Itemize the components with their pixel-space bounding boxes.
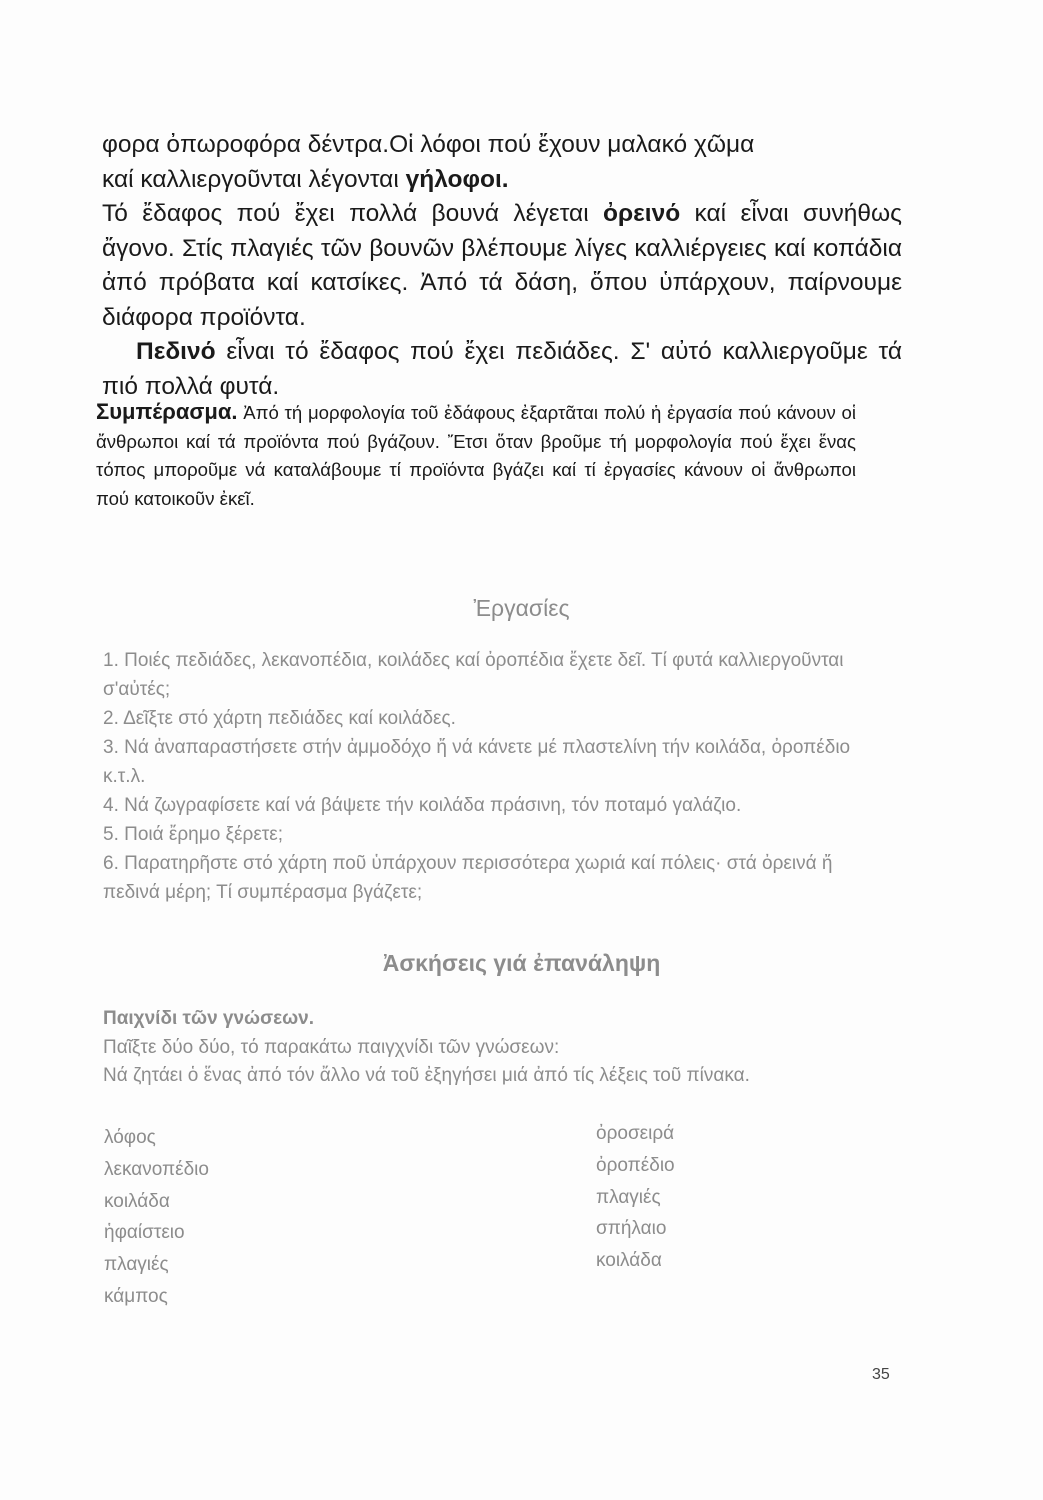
knowledge-game <box>103 1005 863 1091</box>
word-item: κοιλάδα <box>596 1250 662 1272</box>
p1-line1: φορα ὀπωροφόρα δέντρα.Οἱ λόφοι πού ἔχουν μαλακό χῶμα <box>102 131 755 158</box>
task-item: 3. Νά ἀναπαραστήσετε στήν ἀμμοδόχο ἤ νά κάνετε μέ πλαστελίνη τήν κοιλάδα, ὀροπέδιο κ.τ.λ. <box>103 737 851 787</box>
main-text <box>102 128 902 404</box>
word-item: πλαγιές <box>104 1254 169 1276</box>
words-left-column <box>104 1122 209 1313</box>
word-item: λεκανοπέδιο <box>104 1158 209 1180</box>
word-item: κάμπος <box>104 1285 168 1307</box>
conclusion <box>96 398 856 513</box>
words-right-column <box>596 1118 675 1277</box>
p3-text: εἶναι τό ἔδαφος πού ἔχει πεδιάδες. Σ' αὐτό καλλιεργοῦμε τά πιό πολλά φυτά. <box>102 338 902 400</box>
word-item: κοιλάδα <box>104 1190 170 1212</box>
p2-text-a: Τό ἔδαφος πού ἔχει πολλά βουνά λέγεται <box>102 200 604 227</box>
paragraph-1 <box>102 128 902 197</box>
conclusion-label: Συμπέρασμα. <box>96 399 238 424</box>
page-number: 35 <box>872 1366 890 1383</box>
task-item: 1. Ποιές πεδιάδες, λεκανοπέδια, κοιλάδες καί ὀροπέδια ἔχετε δεῖ. Τί φυτά καλλιεργοῦνται σ'αὐτές; <box>103 650 844 700</box>
task-item: 2. Δεῖξτε στό χάρτη πεδιάδες καί κοιλάδες. <box>103 708 456 729</box>
term-pedino: Πεδινό <box>136 338 216 365</box>
p1-line2: καί καλλιεργοῦνται λέγονται <box>102 165 406 193</box>
conclusion-text: Ἀπό τή μορφολογία τοῦ ἐδάφους ἐξαρτᾶται πολύ ἡ ἐργασία πού κάνουν οἱ ἄνθρωποι καί τά προϊόντα πού βγάζουν. Ἔτσι ὅταν βροῦμε τή μορφολογία πού ἔχει ἕνας τόπος μποροῦμε νά καταλάβουμε τί προϊόντα βγάζει καί τί ἐργασίες κάνουν οἱ ἄνθρωποι πού κατοικοῦν ἐκεῖ. <box>96 402 856 509</box>
p2-text-b: καί εἶναι συνήθως ἄγονο. Στίς πλαγιές τῶν βουνῶν βλέπουμε λίγες καλλιέργειες καί κοπάδια ἀπό πρόβατα καί κατσίκες. Ἀπό τά δάση, ὅπου ὑπάρχουν, παίρνουμε διάφορα προϊόντα. <box>102 200 902 331</box>
tasks-list <box>103 646 863 907</box>
game-text-1: Παῖξτε δύο δύο, τό παρακάτω παιγχνίδι τῶν γνώσεων: <box>103 1036 560 1058</box>
word-item: σπήλαιο <box>596 1218 667 1240</box>
term-oreino: ὀρεινό <box>603 200 681 227</box>
word-item: ὀροσειρά <box>596 1123 675 1144</box>
term-gilofoi: γήλοφοι. <box>405 165 509 193</box>
tasks-heading: Ἐργασίες <box>473 595 570 621</box>
game-title: Παιχνίδι τῶν γνώσεων. <box>103 1008 315 1029</box>
word-item: ἡφαίστειο <box>104 1222 185 1244</box>
task-item: 4. Νά ζωγραφίσετε καί νά βάψετε τήν κοιλάδα πράσινη, τόν ποταμό γαλάζιο. <box>103 795 742 816</box>
review-heading: Ἀσκήσεις γιά ἐπανάληψη <box>382 950 661 976</box>
word-item: πλαγιές <box>596 1186 661 1208</box>
game-text-2: Νά ζητάει ὁ ἕνας ἀπό τόν ἄλλο νά τοῦ ἐξηγήσει μιά ἀπό τίς λέξεις τοῦ πίνακα. <box>103 1065 750 1086</box>
task-item: 6. Παρατηρῆστε στό χάρτη ποῦ ὑπάρχουν περισσότερα χωριά καί πόλεις· στά ὀρεινά ἤ πεδινά μέρη; Τί συμπέρασμα βγάζετε; <box>103 853 833 903</box>
word-item: λόφος <box>104 1127 156 1148</box>
paragraph-3 <box>102 335 902 404</box>
conclusion-paragraph <box>96 398 856 513</box>
task-item: 5. Ποιά ἔρημο ξέρετε; <box>103 824 284 845</box>
word-item: ὀροπέδιο <box>596 1154 675 1176</box>
paragraph-2 <box>102 197 902 335</box>
